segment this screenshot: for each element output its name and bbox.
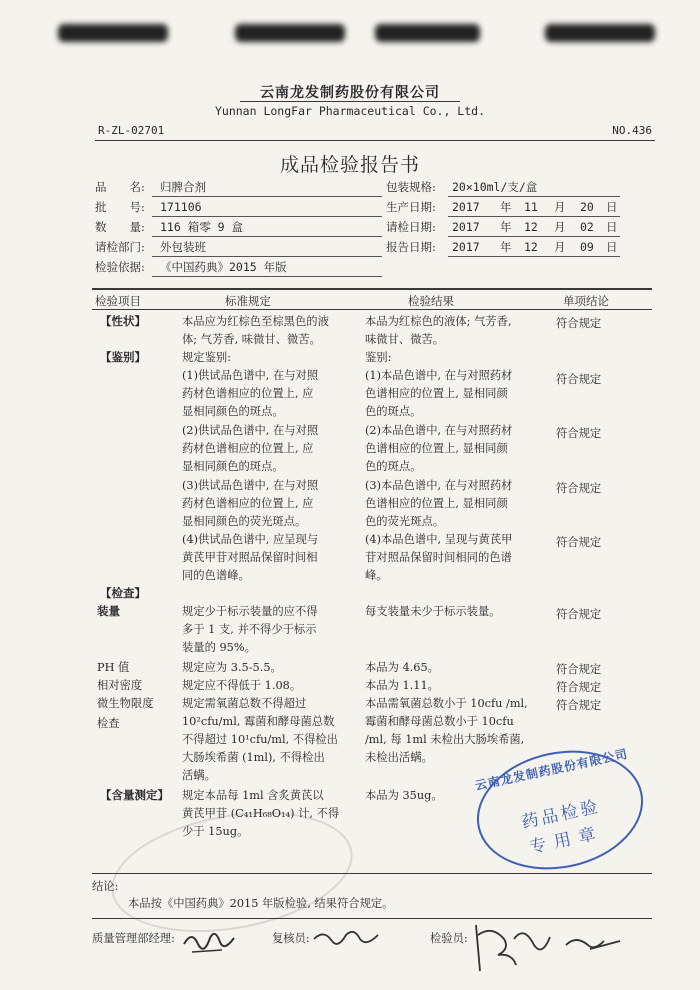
traits-standard: 本品应为红棕色至棕黑色的液 体; 气芳香, 味微甘、微苦。 — [182, 315, 329, 346]
production-day: 20 — [580, 200, 594, 214]
basis-value: 《中国药典》2015 年版 — [160, 260, 287, 274]
department-value: 外包装班 — [160, 240, 206, 254]
document-number: NO.436 — [612, 124, 652, 137]
unit-year: 年 — [500, 220, 512, 234]
ph-label: PH 值 — [97, 661, 130, 674]
spec-value: 20×10ml/支/盒 — [452, 180, 538, 194]
ident-conclusion-1: 符合规定 — [556, 373, 602, 386]
report-date-label: 报告日期: — [386, 240, 436, 254]
redaction-mark — [58, 24, 168, 42]
seal-ring-text: 云南龙发制药股份有限公司 — [473, 746, 630, 793]
conclusion-label: 结论: — [92, 880, 119, 893]
reviewer-signature — [312, 925, 382, 959]
ident-conclusion-4: 符合规定 — [556, 536, 602, 549]
unit-month: 月 — [554, 200, 566, 214]
product-value: 归脾合剂 — [160, 180, 206, 194]
ident-result-3: (3)本品色谱中, 在与对照药材 色谱相应的位置上, 显相同颜 色的荧光斑点。 — [365, 479, 513, 528]
unit-month: 月 — [554, 240, 566, 254]
conclusion-text: 本品按《中国药典》2015 年版检验, 结果符合规定。 — [128, 897, 394, 910]
section-traits: 【性状】 — [100, 314, 146, 328]
redaction-mark — [375, 24, 480, 42]
unit-year: 年 — [500, 240, 512, 254]
request-day: 02 — [580, 220, 594, 234]
product-label: 品 名: — [95, 180, 145, 194]
micro-label: 微生物限度 检查 — [97, 697, 154, 730]
production-month: 11 — [524, 200, 538, 214]
section-assay: 【含量测定】 — [100, 788, 169, 802]
basis-label: 检验依据: — [95, 260, 145, 274]
company-name-cn: 云南龙发制药股份有限公司 — [260, 85, 440, 101]
ident-standard-head: 规定鉴别: — [182, 351, 231, 364]
company-name-en: Yunnan LongFar Pharmaceutical Co., Ltd. — [214, 104, 486, 118]
density-label: 相对密度 — [97, 679, 143, 692]
production-date-label: 生产日期: — [386, 200, 436, 214]
fill-standard: 规定少于标示装量的应不得 多于 1 支, 并不得少于标示 装量的 95%。 — [182, 605, 318, 654]
unit-year: 年 — [500, 200, 512, 214]
seal-line-2: 专用章 — [527, 822, 606, 858]
density-standard: 规定应不得低于 1.08。 — [182, 679, 302, 692]
page-title: 成品检验报告书 — [279, 154, 420, 176]
header-rule — [92, 309, 652, 310]
inspector-signature — [470, 915, 630, 979]
table-top-rule — [92, 288, 652, 290]
assay-result: 本品为 35ug。 — [365, 789, 443, 802]
ident-result-2: (2)本品色谱中, 在与对照药材 色谱相应的位置上, 显相同颜 色的斑点。 — [365, 424, 513, 473]
qa-manager-label: 质量管理部经理: — [92, 932, 175, 945]
density-conclusion: 符合规定 — [556, 681, 602, 694]
batch-value: 171106 — [160, 200, 202, 214]
quantity-value: 116 箱零 9 盒 — [160, 220, 243, 234]
ph-standard: 规定应为 3.5-5.5。 — [182, 661, 282, 674]
report-month: 12 — [524, 240, 538, 254]
ident-result-4: (4)本品色谱中, 呈现与黄芪甲 苷对照品保留时间相同的色谱 峰。 — [365, 533, 513, 582]
divider — [95, 140, 655, 141]
production-year: 2017 — [452, 200, 480, 214]
qa-manager-signature — [180, 922, 240, 968]
department-label: 请检部门: — [95, 240, 145, 254]
reviewer-label: 复核员: — [272, 932, 310, 945]
section-check: 【检查】 — [100, 586, 146, 600]
redaction-mark — [235, 24, 345, 42]
fill-conclusion: 符合规定 — [556, 608, 602, 621]
request-date-label: 请检日期: — [386, 220, 436, 234]
assay-standard: 规定本品每 1ml 含炙黄芪以 黄芪甲苷 (C₄₁H₆₈O₁₄) 计, 不得 少于 15ug。 — [182, 789, 340, 838]
ident-standard-2: (2)供试品色谱中, 在与对照 药材色谱相应的位置上, 应 显相同颜色的斑点。 — [182, 424, 319, 473]
request-month: 12 — [524, 220, 538, 234]
micro-result: 本品需氧菌总数小于 10cfu /ml, 霉菌和酵母菌总数小于 10cfu /ml, 每 1ml 未检出大肠埃希菌, 未检出活螨。 — [365, 697, 528, 764]
quantity-label: 数 量: — [95, 220, 145, 234]
divider — [240, 101, 460, 102]
ident-conclusion-3: 符合规定 — [556, 482, 602, 495]
document-code: R-ZL-02701 — [98, 124, 165, 137]
unit-day: 日 — [606, 220, 618, 234]
report-year: 2017 — [452, 240, 480, 254]
column-result: 检验结果 — [408, 294, 454, 308]
report-day: 09 — [580, 240, 594, 254]
request-year: 2017 — [452, 220, 480, 234]
ident-standard-3: (3)供试品色谱中, 在与对照 药材色谱相应的位置上, 应 显相同颜色的荧光斑点。 — [182, 479, 319, 528]
ident-standard-4: (4)供试品色谱中, 应呈现与 黄芪甲苷对照品保留时间相 同的色谱峰。 — [182, 533, 319, 582]
density-result: 本品为 1.11。 — [365, 679, 439, 692]
ph-conclusion: 符合规定 — [556, 663, 602, 676]
inspector-label: 检验员: — [430, 932, 468, 945]
spec-label: 包装规格: — [386, 180, 436, 194]
traits-result: 本品为红棕色的液体; 气芳香, 味微甘、微苦。 — [365, 315, 512, 346]
conclusion-rule — [92, 873, 652, 874]
traits-conclusion: 符合规定 — [556, 317, 602, 330]
ident-conclusion-2: 符合规定 — [556, 427, 602, 440]
batch-label: 批 号: — [95, 200, 145, 214]
seal-line-1: 药品检验 — [519, 796, 603, 833]
column-standard: 标准规定 — [225, 294, 271, 308]
section-identification: 【鉴别】 — [100, 350, 146, 364]
fill-result: 每支装量未少于标示装量。 — [365, 605, 501, 618]
micro-conclusion: 符合规定 — [556, 699, 602, 712]
unit-month: 月 — [554, 220, 566, 234]
ident-standard-1: (1)供试品色谱中, 在与对照 药材色谱相应的位置上, 应 显相同颜色的斑点。 — [182, 369, 319, 418]
unit-day: 日 — [606, 240, 618, 254]
fill-label: 装量 — [97, 604, 120, 618]
unit-day: 日 — [606, 200, 618, 214]
ident-result-head: 鉴别: — [365, 351, 392, 364]
column-item: 检验项目 — [95, 294, 141, 308]
ph-result: 本品为 4.65。 — [365, 661, 439, 674]
micro-standard: 规定需氧菌总数不得超过 10²cfu/ml, 霉菌和酵母菌总数 不得超过 10¹cfu/ml, 不得检出 大肠埃希菌 (1ml), 不得检出 活螨。 — [182, 697, 338, 782]
ident-result-1: (1)本品色谱中, 在与对照药材 色谱相应的位置上, 显相同颜 色的斑点。 — [365, 369, 513, 418]
redaction-mark — [545, 24, 655, 42]
column-conclusion: 单项结论 — [563, 294, 609, 308]
